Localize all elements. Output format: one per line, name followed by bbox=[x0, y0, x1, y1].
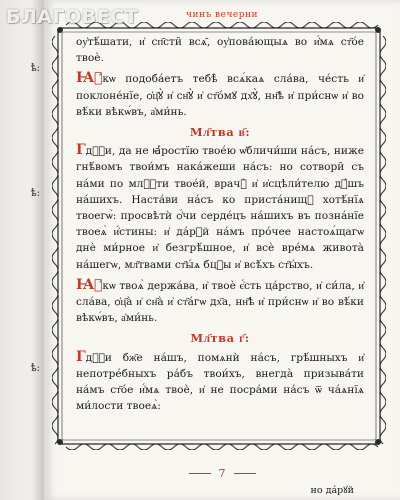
vine-ornament bbox=[234, 444, 258, 450]
vine-ornament bbox=[380, 108, 386, 132]
vine-ornament bbox=[380, 420, 386, 444]
vine-ornament bbox=[306, 444, 330, 450]
ornamental-frame bbox=[52, 22, 386, 450]
vine-ornament bbox=[380, 180, 386, 204]
vine-ornament bbox=[186, 444, 210, 450]
vine-ornament bbox=[162, 444, 186, 450]
vine-ornament bbox=[380, 396, 386, 420]
vine-ornament bbox=[258, 22, 282, 28]
facing-page-line: ѣ: bbox=[30, 63, 40, 74]
paragraph-4-text: ́кѡ твоѧ̀ держа́ва, и҆ твоѐ є҆́сть ца́рство, и҆ си́ла, и҆ сла́ва, ѻ҆ц҃а̀ и҆ сн҃а̀ и҆ ст҃а́гѡ дх҃а, нн҃ѣ и҆ при́снѡ и҆ во вѣ́ки вѣкѡ́въ, а҆ми́нь. bbox=[76, 279, 364, 325]
vine-ornament bbox=[114, 444, 138, 450]
drop-initial: Ꙗ҆ bbox=[76, 276, 103, 293]
vine-ornament bbox=[52, 324, 58, 348]
running-head: чинъ вечерни bbox=[186, 10, 258, 20]
paragraph-1-text: оу҆тѣ́шати, и҆ сп҃сти̑ всѧ̑, оу҆пова́ющыѧ во и҆́мѧ ст҃о́е твоѐ. bbox=[76, 36, 364, 65]
vine-ornament bbox=[380, 300, 386, 324]
vine-ornament bbox=[52, 132, 58, 156]
vine-ornament bbox=[52, 252, 58, 276]
vine-ornament bbox=[330, 444, 354, 450]
facing-page-line: ѣ: bbox=[30, 188, 40, 199]
paragraph-5 bbox=[76, 349, 364, 415]
vine-ornament bbox=[162, 22, 186, 28]
vine-ornament bbox=[380, 132, 386, 156]
vine-ornament bbox=[354, 444, 378, 450]
vine-ornament bbox=[52, 108, 58, 132]
paragraph-3-text: дⷭ҇и, да не ꙗ҆́ростїю твое́ю ѡ҆бличи́ши на́съ, ниже гнѣ́вомъ твои́мъ нака́жеши на́съ: но сотвори̑ съ на́ми по млⷭ҇ти твое́й, врачꙋ̀ и҆ и҆сцѣли́телю дꙋ́шъ на́шихъ. Наста́ви на́съ ко приста́нищꙋ хотѣ́нїѧ твоегѡ̀: просвѣтѝ ѻ҆́чи серде́цъ на́шихъ въ позна́нїе твоеѧ̀ и҆́стины: и҆ да́рꙋй на́мъ про́чее настоѧ́щагѡ днѐ ми́рное и҆ безгрѣ́шное, и҆ всѐ вре́мѧ живота̀ на́шегѡ, мл҃твами ст҃ы́ѧ бцⷣы и҆ всѣ́хъ ст҃ы́хъ. bbox=[76, 145, 364, 271]
facing-page-edge bbox=[0, 0, 44, 500]
vine-ornament bbox=[330, 22, 354, 28]
paragraph-2-text: ́кѡ подоба́етъ тебѣ̀ всѧ́каѧ сла́ва, че́сть и҆ поклоне́нїе, ѻ҆ц҃ꙋ̀ и҆ сн҃ꙋ̀ и҆ ст҃о́мꙋ дх҃ꙋ̀, нн҃ѣ и҆ при́снѡ и҆ во вѣ́ки вѣкѡ́въ, а҆ми́нь. bbox=[76, 73, 364, 118]
vine-ornament bbox=[52, 156, 58, 180]
vine-ornament bbox=[138, 22, 162, 28]
prayer-text bbox=[76, 34, 364, 444]
vine-ornament bbox=[52, 204, 58, 228]
vine-ornament bbox=[258, 444, 282, 450]
drop-initial: Ꙗ҆ bbox=[76, 70, 103, 87]
vine-ornament bbox=[52, 372, 58, 396]
vine-ornament bbox=[380, 348, 386, 372]
vine-ornament bbox=[380, 276, 386, 300]
page-number: 7 bbox=[203, 467, 242, 480]
vine-ornament bbox=[380, 324, 386, 348]
vine-ornament bbox=[210, 22, 234, 28]
vine-ornament bbox=[52, 300, 58, 324]
drop-initial: Г bbox=[76, 348, 86, 365]
vine-ornament bbox=[380, 36, 386, 60]
paragraph-5-text: дⷭ҇и бж҃е на́шъ, помѧнѝ на́съ, грѣ́шныхъ и҆ непотре́бныхъ ра́бъ твои́хъ, внегда̀ призыва́ти на́мъ ст҃о́е и҆́мѧ твоѐ, и҆ не посра́ми на́съ ѿ ча́ѧнїѧ ми́лости твоеѧ̀: bbox=[76, 351, 364, 413]
vine-ornament bbox=[380, 60, 386, 84]
publisher-watermark: БЛАГОВЕСТ bbox=[6, 6, 139, 28]
vine-ornament bbox=[66, 444, 90, 450]
catchword: но да́рꙋй bbox=[310, 485, 354, 496]
drop-initial: Г bbox=[76, 142, 86, 159]
vine-ornament bbox=[52, 420, 58, 444]
facing-page-line: ѣ: bbox=[30, 363, 40, 374]
paragraph-4 bbox=[76, 277, 364, 327]
paragraph-3 bbox=[76, 142, 364, 273]
vine-ornament bbox=[282, 444, 306, 450]
vine-ornament bbox=[52, 60, 58, 84]
vine-ornament bbox=[380, 252, 386, 276]
vine-ornament bbox=[380, 372, 386, 396]
vine-ornament bbox=[52, 228, 58, 252]
paragraph-1 bbox=[76, 34, 364, 66]
vine-ornament bbox=[380, 204, 386, 228]
page-number-area bbox=[44, 462, 400, 481]
vine-ornament bbox=[380, 156, 386, 180]
vine-ornament bbox=[52, 276, 58, 300]
prayer-heading-3: Мл҃тва г҃: bbox=[190, 331, 250, 346]
vine-ornament bbox=[52, 84, 58, 108]
vine-ornament bbox=[52, 396, 58, 420]
vine-ornament bbox=[52, 36, 58, 60]
vine-ornament bbox=[380, 228, 386, 252]
vine-ornament bbox=[210, 444, 234, 450]
vine-ornament bbox=[282, 22, 306, 28]
vine-ornament bbox=[234, 22, 258, 28]
vine-ornament bbox=[138, 444, 162, 450]
vine-ornament bbox=[90, 444, 114, 450]
book-page bbox=[44, 0, 400, 500]
vine-ornament bbox=[354, 22, 378, 28]
vine-ornament bbox=[52, 180, 58, 204]
vine-ornament bbox=[186, 22, 210, 28]
prayer-heading-2: Мл҃тва в҃: bbox=[189, 125, 251, 140]
paragraph-2 bbox=[76, 70, 364, 120]
vine-ornament bbox=[52, 348, 58, 372]
vine-ornament bbox=[380, 84, 386, 108]
vine-ornament bbox=[306, 22, 330, 28]
